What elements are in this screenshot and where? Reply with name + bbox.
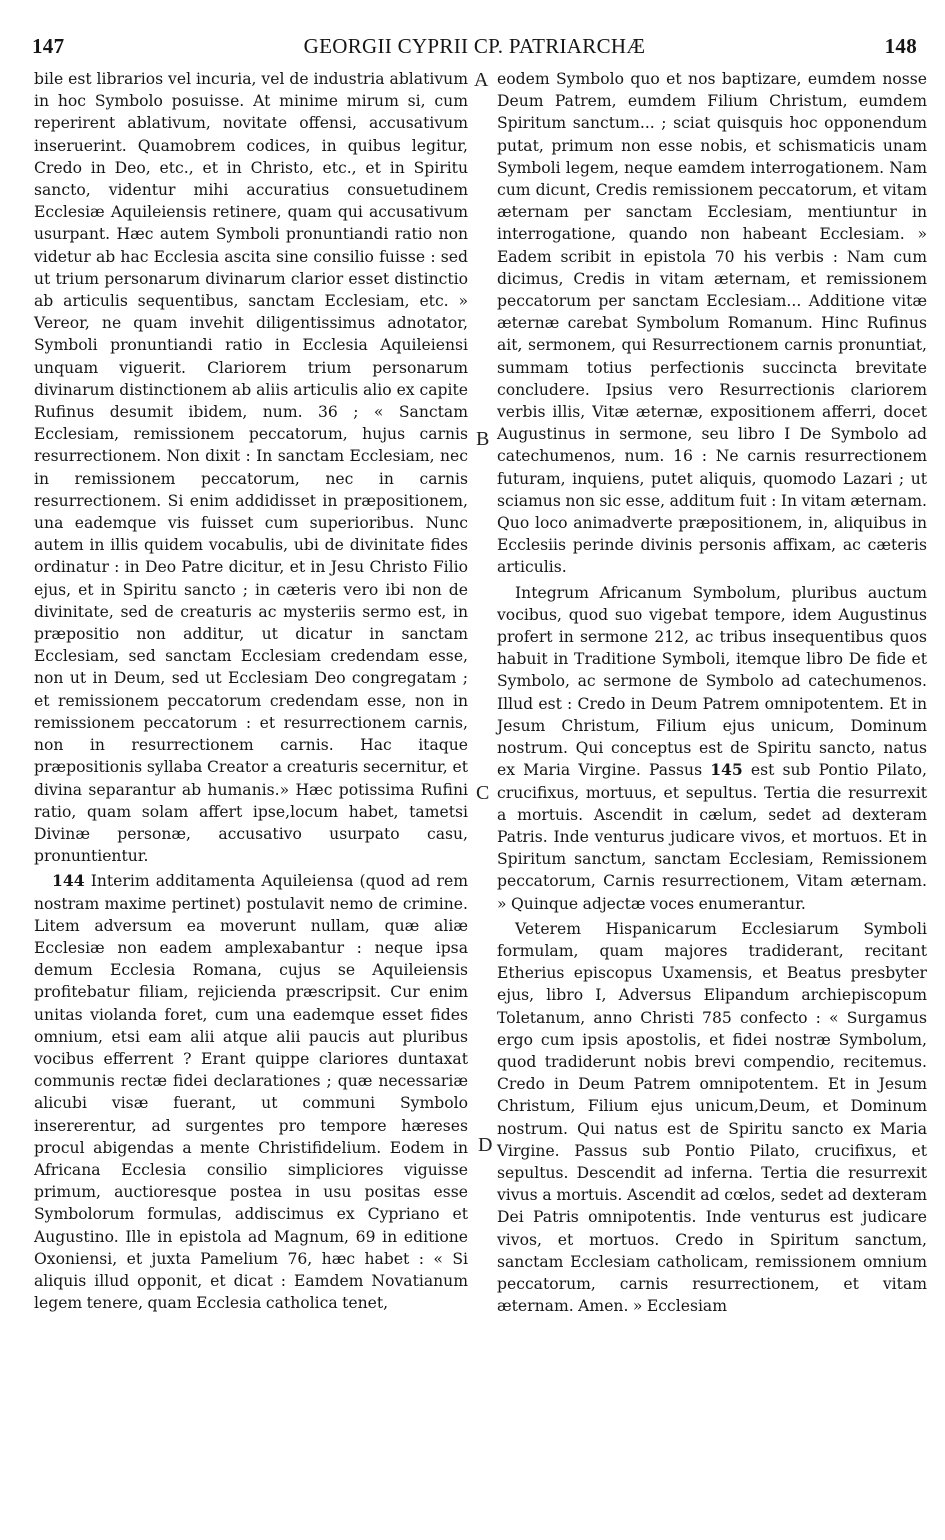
section-number-144: 144 (52, 871, 85, 891)
right-paragraph-2 (497, 582, 927, 915)
right-column (497, 68, 927, 1532)
left-paragraph-2-text: Interim additamenta Aquileiensa (quod ad rem nostram maxime pertinet) postulavit nemo de crimine. Litem adversum ea moverunt nullam, quæ aliæ Ecclesiæ non eadem amplexabantur : neque ipsa demum Ecclesia Romana, cujus se Aquileiensis profitebatur filiam, rejicienda præscripsit. Cur enim unitas violanda foret, cum una eademque esset fides omnium, etsi eam alii atque alii paucis aut pluribus vocibus efferrent ? Erant quippe clariores duntaxat communis rectæ fidei declarationes ; quæ necessariæ alicubi visæ fuerant, ut communi Symbolo insererentur, ad surgentes pro tempore hæreses procul abigendas a mente Christifidelium. Eodem in Africana Ecclesia consilio simpliciores viguisse primum, auctioresque postea in usu positas esse Symbolorum formulas, addiscimus ex Cypriano et Augustino. Ille in epistola ad Magnum, 69 in editione Oxoniensi, et juxta Pamelium 76, hæc habet : « Si aliquis illud opponit, et dicat : Eamdem Novatianum legem tenere, quam Ecclesia catholica tenet, (34, 872, 468, 1313)
right-paragraph-3: Veterem Hispanicarum Ecclesiarum Symboli formulam, quam majores tradiderant, recitant Etherius episcopus Uxamensis, et Beatus presbyter ejus, libro I, Adversus Elipandum archiepiscopum Toletanum, anno Christi 785 confecto : « Surgamus ergo cum ipsis apostolis, et fidei nostræ Symbolum, quod tradiderunt nobis brevi compendio, recitemus. Credo in Deum Patrem omnipotentem. Et in Jesum Christum, Filium ejus unicum,Deum, et Dominum nostrum. Qui natus est de Spiritu sancto ex Maria Virgine. Passus sub Pontio Pilato, crucifixus, et sepultus. Descendit ad inferna. Tertia die resurrexit vivus a mortuis. Ascendit ad cœlos, sedet ad dexteram Dei Patris omnipotentis. Inde venturus est judicare vivos, et mortuos. Credo in Spiritum sanctum, sanctam Ecclesiam catholicam, remissionem omnium peccatorum, carnis resurrectionem, et vitam æternam. Amen. » Ecclesiam (497, 919, 927, 1316)
right-paragraph-2-text-a: Integrum Africanum Symbolum, pluribus auctum vocibus, quod suo vigebat tempore, idem Augustinus profert in sermone 212, ac tribus insequentibus quos habuit in Traditione Symboli, itemque libro De fide et Symbolo, ac sermone de Symbolo ad catechumenos. Illud est : Credo in Deum Patrem omnipotentem. Et in Jesum Christum, Filium ejus unicum, Dominum nostrum. Qui conceptus est de Spiritu sancto, natus ex Maria Virgine. Passus (497, 583, 927, 780)
running-header (32, 34, 917, 64)
page-number-right: 148 (884, 34, 917, 58)
margin-marker-b: B (476, 428, 490, 450)
margin-marker-c: C (476, 782, 490, 804)
left-column (34, 68, 468, 1532)
right-paragraph-1: eodem Symbolo quo et nos baptizare, eumdem nosse Deum Patrem, eumdem Filium Christum, eumdem Spiritum sanctum... ; sciat quisquis hoc opponendum putat, primum non esse nobis, et schismaticis unam Symboli legem, neque eamdem interrogationem. Nam cum dicunt, Credis remissionem peccatorum, et vitam æternam per sanctam Ecclesiam, mentiuntur in interrogatione, quando non habeant Ecclesiam. » Eadem scribit in epistola 70 his verbis : Nam cum dicimus, Credis in vitam æternam, et remissionem peccatorum per sanctam Ecclesiam... Additione vitæ æternæ carebat Symbolum Romanum. Hinc Rufinus ait, sermonem, qui Resurrectionem carnis pronuntiat, summam totius perfectionis succincta brevitate concludere. Ipsius vero Resurrectionis clariorem verbis illis, Vitæ æternæ, expositionem afferri, docet Augustinus in sermone, seu libro I De Symbolo ad catechumenos, num. 16 : Ne carnis resurrectionem futuram, inquiens, putet aliquis, quomodo Lazari ; ut sciamus non sic esse, additum fuit : In vitam æternam. Quo loco animadverte præpositionem, in, aliquibus in Ecclesiis perinde divinis personis affixam, ac cæteris articulis. (497, 70, 927, 577)
running-title: GEORGII CYPRII CP. PATRIARCHÆ (303, 34, 646, 58)
page-number-left: 147 (32, 34, 65, 58)
left-paragraph-1: bile est librarios vel incuria, vel de industria ablativum in hoc Symbolo posuisse. At minime mirum si, cum reperirent ablativum, novitate offensi, accusativum inseruerint. Quamobrem codices, in quibus legitur, Credo in Deo, etc., et in Christo, etc., et in Spiritu sancto, videntur mihi accuratius consuetudinem Ecclesiæ Aquileiensis retinere, quam qui accusativum usurpant. Hæc autem Symboli pronuntiandi ratio non videtur ab hac Ecclesia ascita sine consilio fuisse : sed ut trium personarum divinarum clarior esset distinctio ab articulis sequentibus, sanctam Ecclesiam, etc. » Vereor, ne quam invehit diligentissimus adnotator, Symboli pronuntiandi ratio in Ecclesia Aquileiensi unquam viguerit. Clariorem trium personarum divinarum distinctionem ab aliis articulis alio ex capite Rufinus desumit ibidem, num. 36 ; « Sanctam Ecclesiam, remissionem peccatorum, hujus carnis resurrectionem. Non dixit : In sanctam Ecclesiam, nec in remissionem peccatorum, nec in carnis resurrectionem. Si enim addidisset in præpositionem, una eademque vis fuisset cum superioribus. Nunc autem in illis quidem vocabulis, ubi de divinitate fides ordinatur : in Deo Patre dicitur, et in Jesu Christo Filio ejus, et in Spiritu sancto ; in cæteris vero ibi non de divinitate, sed de creaturis ac mysteriis sermo est, in præpositio non additur, ut dicatur in sanctam Ecclesiam, sed sanctam Ecclesiam credendam esse, non ut in Deum, sed ut Ecclesiam Deo congregatam ; et remissionem peccatorum credendam esse, non in remissionem peccatorum : et resurrectionem carnis, non in resurrectionem carnis. Hac itaque præpositionis syllaba Creator a creaturis secernitur, et divina separantur ab humanis.» Hæc potissima Rufini ratio, quam solam affert ipse,locum habet, tametsi Divinæ personæ, accusativo usurpato casu, pronuntientur. (34, 70, 468, 866)
section-number-145: 145 (710, 760, 743, 780)
margin-marker-d: D (478, 1134, 493, 1156)
margin-marker-a: A (474, 69, 489, 91)
right-paragraph-2-text-b: est sub Pontio Pilato, crucifixus, mortuus, et sepultus. Tertia die resurrexit a mortuis. Ascendit in cælum, sedet ad dexteram Patris. Inde venturus judicare vivos, et mortuos. Et in Spiritum sanctum, sanctam Ecclesiam, Remissionem peccatorum, Carnis resurrectionem, Vitam æternam. » Quinque adjectæ voces enumerantur. (497, 761, 927, 913)
left-paragraph-2 (34, 870, 468, 1314)
